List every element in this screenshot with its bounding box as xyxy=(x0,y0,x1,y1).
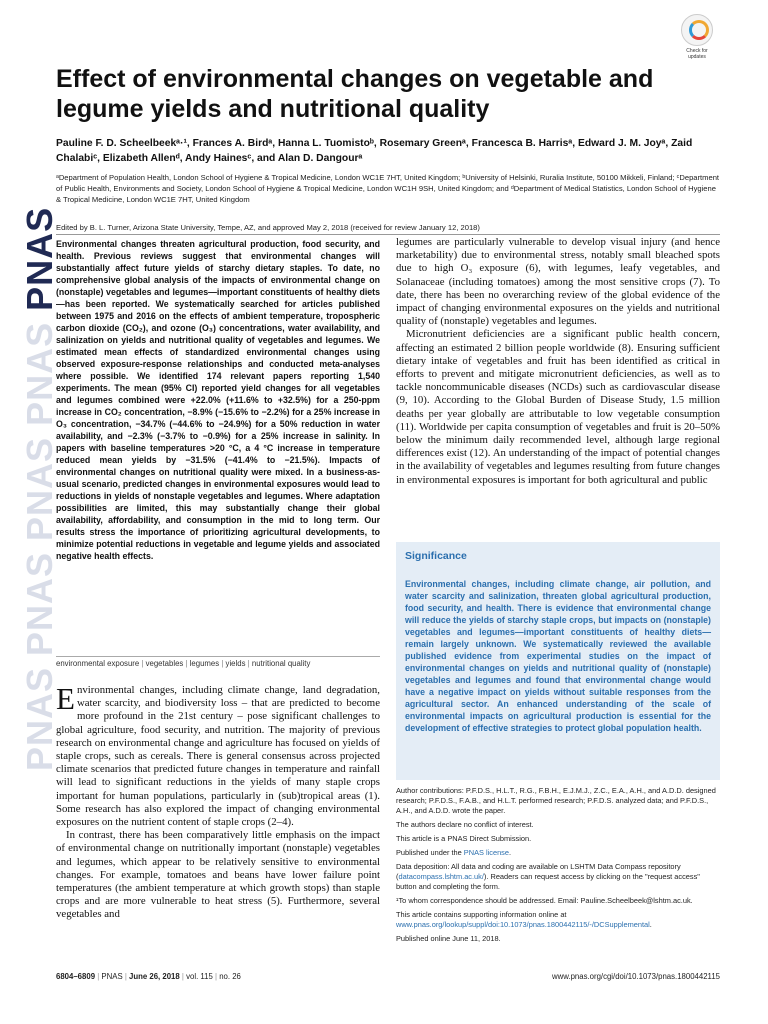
doi-url[interactable]: www.pnas.org/cgi/doi/10.1073/pnas.1800442115 xyxy=(551,972,720,981)
conflict-statement: The authors declare no conflict of interest. xyxy=(396,820,534,829)
license-note: Published under the PNAS license. xyxy=(396,848,512,857)
published-online: Published online June 11, 2018. xyxy=(396,934,501,943)
body-paragraph: legumes are particularly vulnerable to develop visual injury (and hence marketability) due to environmental stress, notably small bleached spots due to high O₃ exposure (6), with legumes, leafy vegetables, and Solanaceae (including tomatoes) among the most sensitive crops (7). To date, there has been no overarching review of the global evidence of the impact of changing environmental exposures on the yields and nutritional quality of (nonstaple) vegetables and legumes. xyxy=(396,236,720,328)
keywords: environmental exposure | vegetables | legumes | yields | nutritional quality xyxy=(56,656,380,669)
keyword[interactable]: environmental exposure xyxy=(56,659,140,668)
body-text-left-column xyxy=(56,681,380,922)
pnas-vertical-logo xyxy=(0,120,60,800)
issue-number: no. 26 xyxy=(219,972,241,981)
author-contributions: Author contributions: P.F.D.S., H.L.T., R.G., F.B.H., E.J.M.J., Z.C., E.A., A.H., and A.D.D. designed research; P.F.D.S., F.A.B., and H.L.T. performed research; P.F.D.S. analyzed data; and P.F.D.S., A.H., and A.D.D. wrote the paper. xyxy=(396,786,716,815)
footer-citation: 6804–6809 | PNAS | June 26, 2018 | vol. 115 | no. 26 xyxy=(56,972,241,981)
license-link[interactable]: PNAS license xyxy=(463,848,509,857)
issue-date: June 26, 2018 xyxy=(129,972,180,981)
edited-by: Edited by B. L. Turner, Arizona State University, Tempe, AZ, and approved May 2, 2018 (received for review January 12, 2018) xyxy=(56,223,480,232)
correspondence: ¹To whom correspondence should be addressed. Email: Pauline.Scheelbeek@lshtm.ac.uk. xyxy=(396,896,693,905)
body-text-right-column xyxy=(396,236,720,487)
keyword[interactable]: yields xyxy=(225,659,246,668)
body-paragraph: In contrast, there has been comparatively little emphasis on the impact of environmental change on nutritionally important (nonstaple) vegetables and legumes, which appear to be relatively sensitive to environmental changes. For example, tomatoes and beans have lower failure point temperatures (the ambient temperature at which growth stops) than staple crops and are more vulnerable to heat stress (5). Furthermore, several vegetables and xyxy=(56,829,380,921)
pnas-brand-strip: PNAS PNAS PNAS PNAS PNAS xyxy=(19,206,60,771)
header-divider xyxy=(56,234,720,235)
intro-paragraph: Environmental changes, including climate change, land degradation, water scarcity, and biodiversity loss – that are predicted to become more profound in the 21st century – pose significant challenges to global agriculture, food security, and nutrition. The majority of previous research on environmental change and agriculture has focused on yields of staple crops, such as cereals. There is general consensus across projected climate scenarios that predicted future changes in temperature and rainfall will lead to significant reductions in the yields of many staple crops important for human populations, particularly in (sub)tropical areas (1). Some research has also explored the impact of changing environmental exposures on the nutrient content of staple crops (2–4). xyxy=(56,681,380,829)
body-paragraph: Micronutrient deficiencies are a significant public health concern, affecting an estimated 2 billion people worldwide (8). Ensuring sufficient dietary intake of vegetables and fruit has been identified as critical in efforts to prevent and mitigate micronutrient deficiencies, as well as to tackle noncommunicable diseases (NCDs) such as cardiovascular disease (9, 10). According to the Global Burden of Disease Study, 1.5 million deaths per year globally are attributable to low vegetable consumption (11). Worldwide per capita consumption of vegetables and fruit is 20–50% below the minimum daily recommended level, although large regional differences exist (12). An understanding of the impact of potential changes in the availability of vegetables and legumes resulting from future changes in environmental exposures is important for both agricultural and public xyxy=(396,328,720,486)
volume: vol. 115 xyxy=(186,972,213,981)
data-deposition: Data deposition: All data and coding are available on LSHTM Data Compass repository (datacompass.lshtm.ac.uk/). Readers can request access by clicking on the "request access" button and completing the form. xyxy=(396,862,700,891)
check-updates-icon xyxy=(681,14,713,46)
data-compass-link[interactable]: datacompass.lshtm.ac.uk/ xyxy=(398,872,484,881)
author-list: Pauline F. D. Scheelbeekᵃ·¹, Frances A. Birdᵃ, Hanna L. Tuomistoᵇ, Rosemary Greenᵃ, Francesca B. Harrisᵃ, Edward J. M. Joyᵃ, Zaid Chalabiᶜ, Elizabeth Allenᵈ, Andy Hainesᶜ, and Alan D. Dangourᵃ xyxy=(56,138,693,164)
keyword[interactable]: vegetables xyxy=(145,659,184,668)
significance-box xyxy=(396,542,720,780)
article-notes xyxy=(396,786,720,948)
drop-cap: E xyxy=(56,681,75,716)
supplemental-link[interactable]: www.pnas.org/lookup/suppl/doi:10.1073/pnas.1800442115/-/DCSupplemental xyxy=(396,920,650,929)
check-for-updates-badge[interactable] xyxy=(678,14,716,60)
article-title: Effect of environmental changes on vegetable and legume yields and nutritional quality xyxy=(56,65,654,123)
page-range: 6804–6809 xyxy=(56,972,96,981)
abstract: Environmental changes threaten agricultural production, food security, and health. Previous reviews suggest that environmental changes will substantially affect future yields of starchy dietary staples. To date, no comprehensive global analysis of the impacts of environmental change on (nonstaple) vegetables and legumes—important constituents of healthy diets—has been reported. We systematically searched for articles published between 1975 and 2016 on the effects of ambient temperature, tropospheric carbon dioxide (CO₂), and ozone (O₃) concentrations, water availability, and salinization on yields and nutritional quality of vegetables and legumes. We estimated mean effects of standardized environmental changes using observed exposure-response relationships and conducted meta-analyses where possible. We identified 174 relevant papers reporting 1,540 experiments. The mean (95% CI) reported yield changes for all vegetables and legumes combined were +22.0% (+11.6% to +32.5%) for a 250-ppm increase in CO₂ concentration, −8.9% (−15.6% to −2.2%) for a 25% increase in O₃ concentration, −34.7% (−44.6% to −24.9%) for a 50% reduction in water availability, and −2.3% (−3.7% to −0.9%) for a 25% increase in salinity. In papers with baseline temperatures >20 °C, a 4 °C increase in temperature reduced mean yields by −31.5% (−41.4% to −21.5%). Impacts of environmental changes on nutritional quality were mixed. In a business-as-usual scenario, predicted changes in environmental exposures would lead to reductions in yields of nonstaple vegetables and legumes. Where adaptation possibilities are limited, this may substantially change their global availability, affordability, and consumption in the mid to long term. Our results stress the importance of prioritizing agricultural developments, to minimize potential reductions in vegetable and legume yields and associated negative health effects. xyxy=(56,239,380,561)
direct-submission: This article is a PNAS Direct Submission. xyxy=(396,834,532,843)
check-updates-label: Check for updates xyxy=(686,48,708,60)
affiliations: ᵃDepartment of Population Health, London School of Hygiene & Tropical Medicine, London WC1E 7HT, United Kingdom; ᵇUniversity of Helsinki, Ruralia Institute, 50100 Mikkeli, Finland; ᶜDepartment of Public Health, Environments and Society, London School of Hygiene & Tropical Medicine, London WC1H 9SH, United Kingdom; and ᵈDepartment of Medical Statistics, London School of Hygiene & Tropical Medicine, London WC1E 7HT, United Kingdom xyxy=(56,173,720,204)
keyword[interactable]: legumes xyxy=(189,659,220,668)
keyword[interactable]: nutritional quality xyxy=(251,659,311,668)
significance-title: Significance xyxy=(405,550,467,562)
journal-name: PNAS xyxy=(101,972,123,981)
significance-text: Environmental changes, including climate change, air pollution, and water scarcity and salinization, threaten global agricultural production, food security, and health. There is evidence that environmental change will reduce the yields of starchy staple crops, but impacts on (nonstaple) vegetables and legumes—important constituents of healthy diets—remain largely unknown. We systematically reviewed the available published evidence from experimental studies on the impact of environmental changes on yields and nutritional quality of (nonstaple) vegetables and legumes and found that environmental change would have a negative impact on yields without suitable responses from the agricultural sector. An enhanced understanding of the scale of environmental impacts on agricultural production is essential for the development of effective strategies to protect global population health. xyxy=(405,579,711,733)
supporting-info: This article contains supporting information online at www.pnas.org/lookup/suppl/doi:10.1073/pnas.1800442115/-/DCSupplemental. xyxy=(396,910,652,929)
